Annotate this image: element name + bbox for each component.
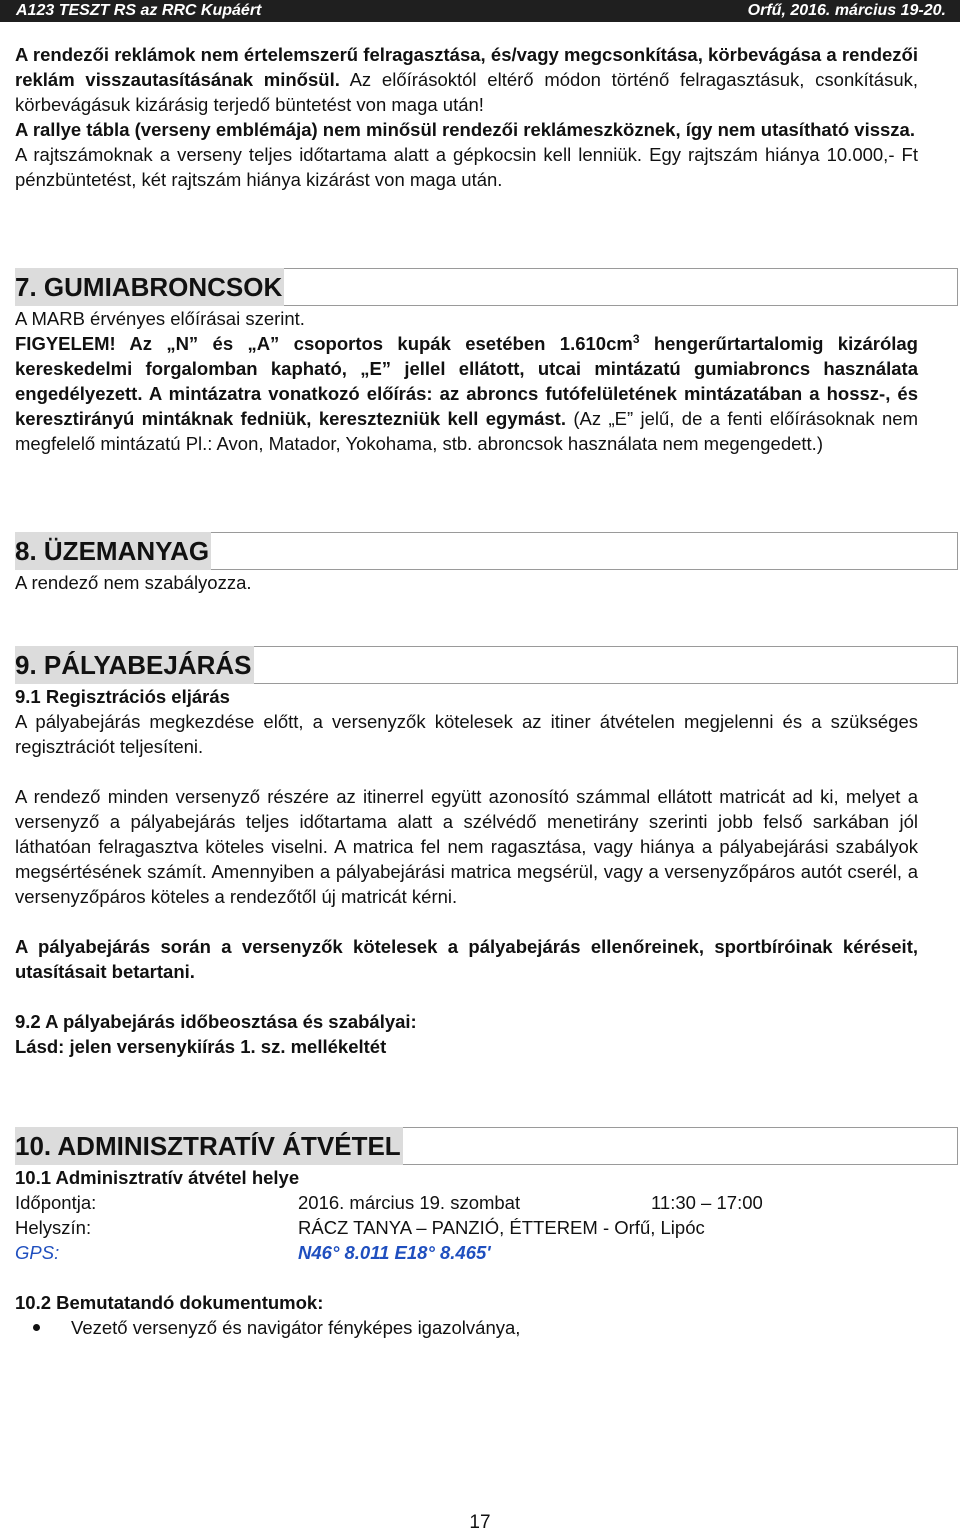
- section-9-1-para3: A pályabejárás során a versenyzők kötelesek a pályabejárás ellenőreinek, sportbíróinak kéréseit, utasításait betartani.: [15, 936, 918, 982]
- section-9-1-para2: A rendező minden versenyző részére az itinerrel együtt azonosító számmal ellátott matricát ad ki, melyet a versenyző a pályabejárás teljes időtartama alatt a szélvédő menetirány szerinti jobb felső sarkában jól láthatóan felragasztva köteles viselni. A matrica fel nem ragasztása, vagy hiánya a pályabejárási szabályok megsértésének számít. Amennyiben a pályabejárási matrica megsérül, vagy a versenyzőpáros autót cserél, a versenyzőpáros köteles a rendezőtől új matricát kérni.: [15, 786, 918, 907]
- section-10-2-title: 10.2 Bemutatandó dokumentumok:: [15, 1292, 324, 1313]
- section-7-title: 7. GUMIABRONCSOK: [15, 268, 284, 306]
- advert-rules-normal: Az előírásoktól eltérő módon történő felragasztásuk, csonkításuk, körbevágásuk kizárásig terjedő büntetést von maga után!: [15, 69, 919, 115]
- paragraph-start-numbers: A rajtszámoknak a verseny teljes időtartama alatt a gépkocsin kell lenniük. Egy rajtszám hiánya 10.000,- Ft pénzbüntetést, két rajtszám hiánya kizárást von maga után.: [15, 144, 918, 190]
- section-7-heading: [15, 268, 958, 306]
- section-8-heading: [15, 532, 958, 570]
- paragraph-rally-plate: A rallye tábla (verseny emblémája) nem minősül rendezői reklámeszköznek, így nem utasítható vissza.: [15, 119, 915, 140]
- gps-value: N46° 8.011 E18° 8.465': [298, 1242, 491, 1263]
- header-title: A123 TESZT RS az RRC Kupáért: [16, 2, 262, 19]
- advert-rules-bold: A rendezői reklámok nem értelemszerű felragasztása, és/vagy megcsonkítása, körbevágása a rendezői reklám visszautasításának minősül.: [15, 44, 918, 90]
- info-row-gps: [15, 1240, 918, 1265]
- tyre-rules-bold-2: hengerűrtartalomig kizárólag kereskedelmi forgalomban kapható, „E” jellel ellátott, utcai mintázatú gumiabroncs használata engedélyezett. A mintázatra vonatkozó előírás: az abroncs futófelületének mintázatában a hossz-, és keresztirányú mintáknak fedniük, keresztezniük kell egymást.: [15, 333, 918, 429]
- documents-list: [15, 1315, 918, 1340]
- section-8-title: 8. ÜZEMANYAG: [15, 532, 211, 570]
- section-9-heading: [15, 646, 958, 684]
- info-label: Időpontja:: [15, 1192, 97, 1213]
- section-8-line1: A rendező nem szabályozza.: [15, 572, 252, 593]
- section-7-tyre-rules: [15, 331, 918, 456]
- paragraph-advert-rules: [15, 42, 918, 117]
- tyre-rules-bold-1: FIGYELEM! Az „N” és „A” csoportos kupák esetében 1.610cm: [15, 333, 633, 354]
- tyre-rules-normal: (Az „E” jelű, de a fenti előírásoknak nem megfelelő mintázatú Pl.: Avon, Matador, Yokohama, stb. abroncsok használata nem megengedett.): [15, 408, 918, 454]
- info-value: RÁCZ TANYA – PANZIÓ, ÉTTEREM - Orfű, Lipóc: [298, 1217, 705, 1238]
- info-row-location: [15, 1215, 918, 1240]
- section-9-2-title: 9.2 A pályabejárás időbeosztása és szabályai:: [15, 1011, 417, 1032]
- section-9-2-ref: Lásd: jelen versenykiírás 1. sz. mellékeltét: [15, 1036, 387, 1057]
- section-10-title: 10. ADMINISZTRATÍV ÁTVÉTEL: [15, 1127, 403, 1165]
- info-value: 2016. március 19. szombat: [298, 1192, 521, 1213]
- cubic-superscript: 3: [632, 332, 640, 346]
- info-label: Helyszín:: [15, 1217, 92, 1238]
- section-9-title: 9. PÁLYABEJÁRÁS: [15, 646, 254, 684]
- gps-label: GPS:: [15, 1242, 60, 1263]
- page-number: 17: [469, 1512, 491, 1533]
- list-item: Vezető versenyző és navigátor fényképes igazolványa,: [15, 1315, 918, 1340]
- section-9-1-para1: A pályabejárás megkezdése előtt, a versenyzők kötelesek az itiner átvételen megjelenni és a szükséges regisztrációt teljesíteni.: [15, 711, 918, 757]
- section-9-1-title: 9.1 Regisztrációs eljárás: [15, 686, 230, 707]
- section-10-heading: [15, 1127, 958, 1165]
- page-header: [0, 0, 960, 22]
- header-date: Orfű, 2016. március 19-20.: [747, 2, 946, 19]
- section-10-1-title: 10.1 Adminisztratív átvétel helye: [15, 1167, 300, 1188]
- section-7-line1: A MARB érvényes előírásai szerint.: [15, 308, 305, 329]
- document-body: [15, 42, 918, 1340]
- info-extra: 11:30 – 17:00: [651, 1192, 763, 1213]
- info-row-time: [15, 1190, 918, 1215]
